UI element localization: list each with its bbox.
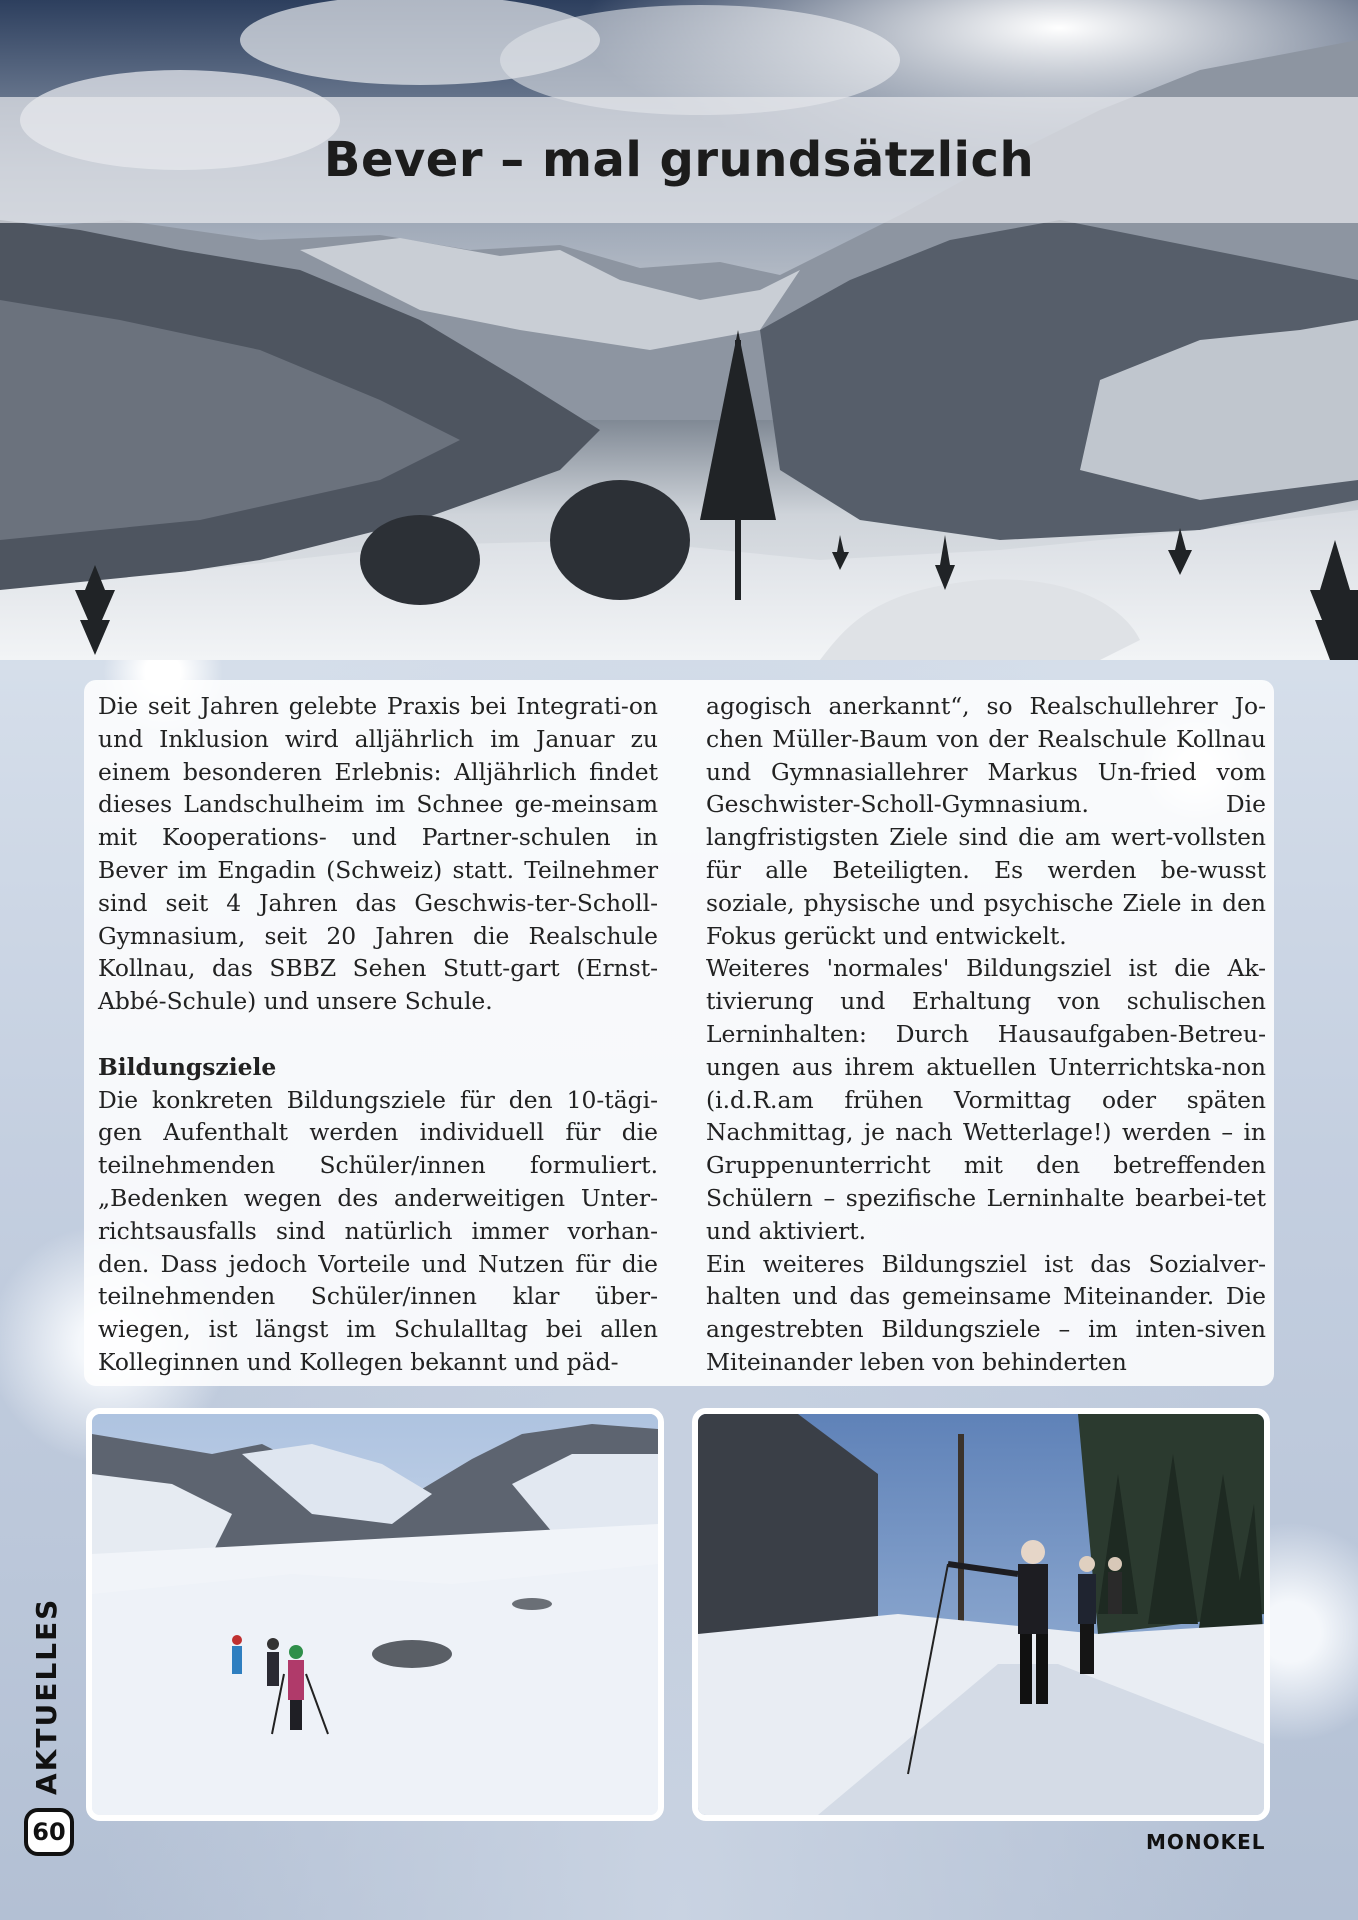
photo-skiers-glacier-valley (86, 1408, 664, 1821)
paragraph-3: Ein weiteres Bildungsziel ist das Sozialver-halten und das gemeinsame Miteinander. Die angestrebten Bildungsziele – im inten-siven Miteinander leben von behinderten (706, 1249, 1266, 1376)
magazine-brand: MONOKEL (1146, 1830, 1266, 1854)
intro-paragraph: Die seit Jahren gelebte Praxis bei Integrati-on und Inklusion wird alljährlich im Januar zu einem besonderen Erlebnis: Alljährlich findet dieses Landschulheim im Schnee ge-meinsam mit Kooperations- und Partner-schulen in Bever im Engadin (Schweiz) statt. Teilnehmer sind seit 4 Jahren das Geschwis-ter-Scholl-Gymnasium, seit 20 Jahren die Realschule Kollnau, das SBBZ Sehen Stutt-gart (Ernst-Abbé-Schule) und unsere Schule. (98, 692, 658, 1016)
article-column-right (706, 690, 1266, 1379)
section-heading: Bildungsziele (98, 1052, 277, 1081)
page-title: Bever – mal grundsätzlich (323, 132, 1035, 188)
body-paragraph: Die konkreten Bildungsziele für den 10-tägi-gen Aufenthalt werden individuell für die teilnehmenden Schüler/innen formuliert. „Bedenken wegen des anderweitigen Unter-richtsausfalls sind natürlich immer vorhan-den. Dass jedoch Vorteile und Nutzen für die teilnehmenden Schüler/innen klar über-wiegen, ist längst im Schulalltag bei allen Kolleginnen und Kollegen bekannt und päd- (98, 1085, 658, 1376)
paragraph-1: agogisch anerkannt“, so Realschullehrer Jo-chen Müller-Baum von der Realschule Kollnau und Gymnasiallehrer Markus Un-fried vom Geschwister-Scholl-Gymnasium. Die langfristigsten Ziele sind die am wert-vollsten für alle Beteiligten. Es werden be-wusst soziale, physische und psychische Ziele in den Fokus gerückt und entwickelt. (706, 692, 1266, 950)
article-column-left (98, 690, 658, 1379)
glacier-skiers-illustration (92, 1414, 658, 1815)
photo-cross-country-skiers-forest (692, 1408, 1270, 1821)
page-number: 60 (24, 1808, 74, 1856)
paragraph-2: Weiteres 'normales' Bildungsziel ist die Ak-tivierung und Erhaltung von schulischen Lerninhalten: Durch Hausaufgaben-Betreu-ungen aus ihrem aktuellen Unterrichtska-non (i.d.R.am frühen Vormittag oder späten Nachmittag, je nach Wetterlage!) werden – in Gruppenunterricht mit den betreffenden Schülern – spezifische Lerninhalte bearbei-tet und aktiviert. (706, 954, 1266, 1245)
section-label: AKTUELLES (30, 1597, 63, 1795)
forest-skiers-illustration (698, 1414, 1264, 1815)
